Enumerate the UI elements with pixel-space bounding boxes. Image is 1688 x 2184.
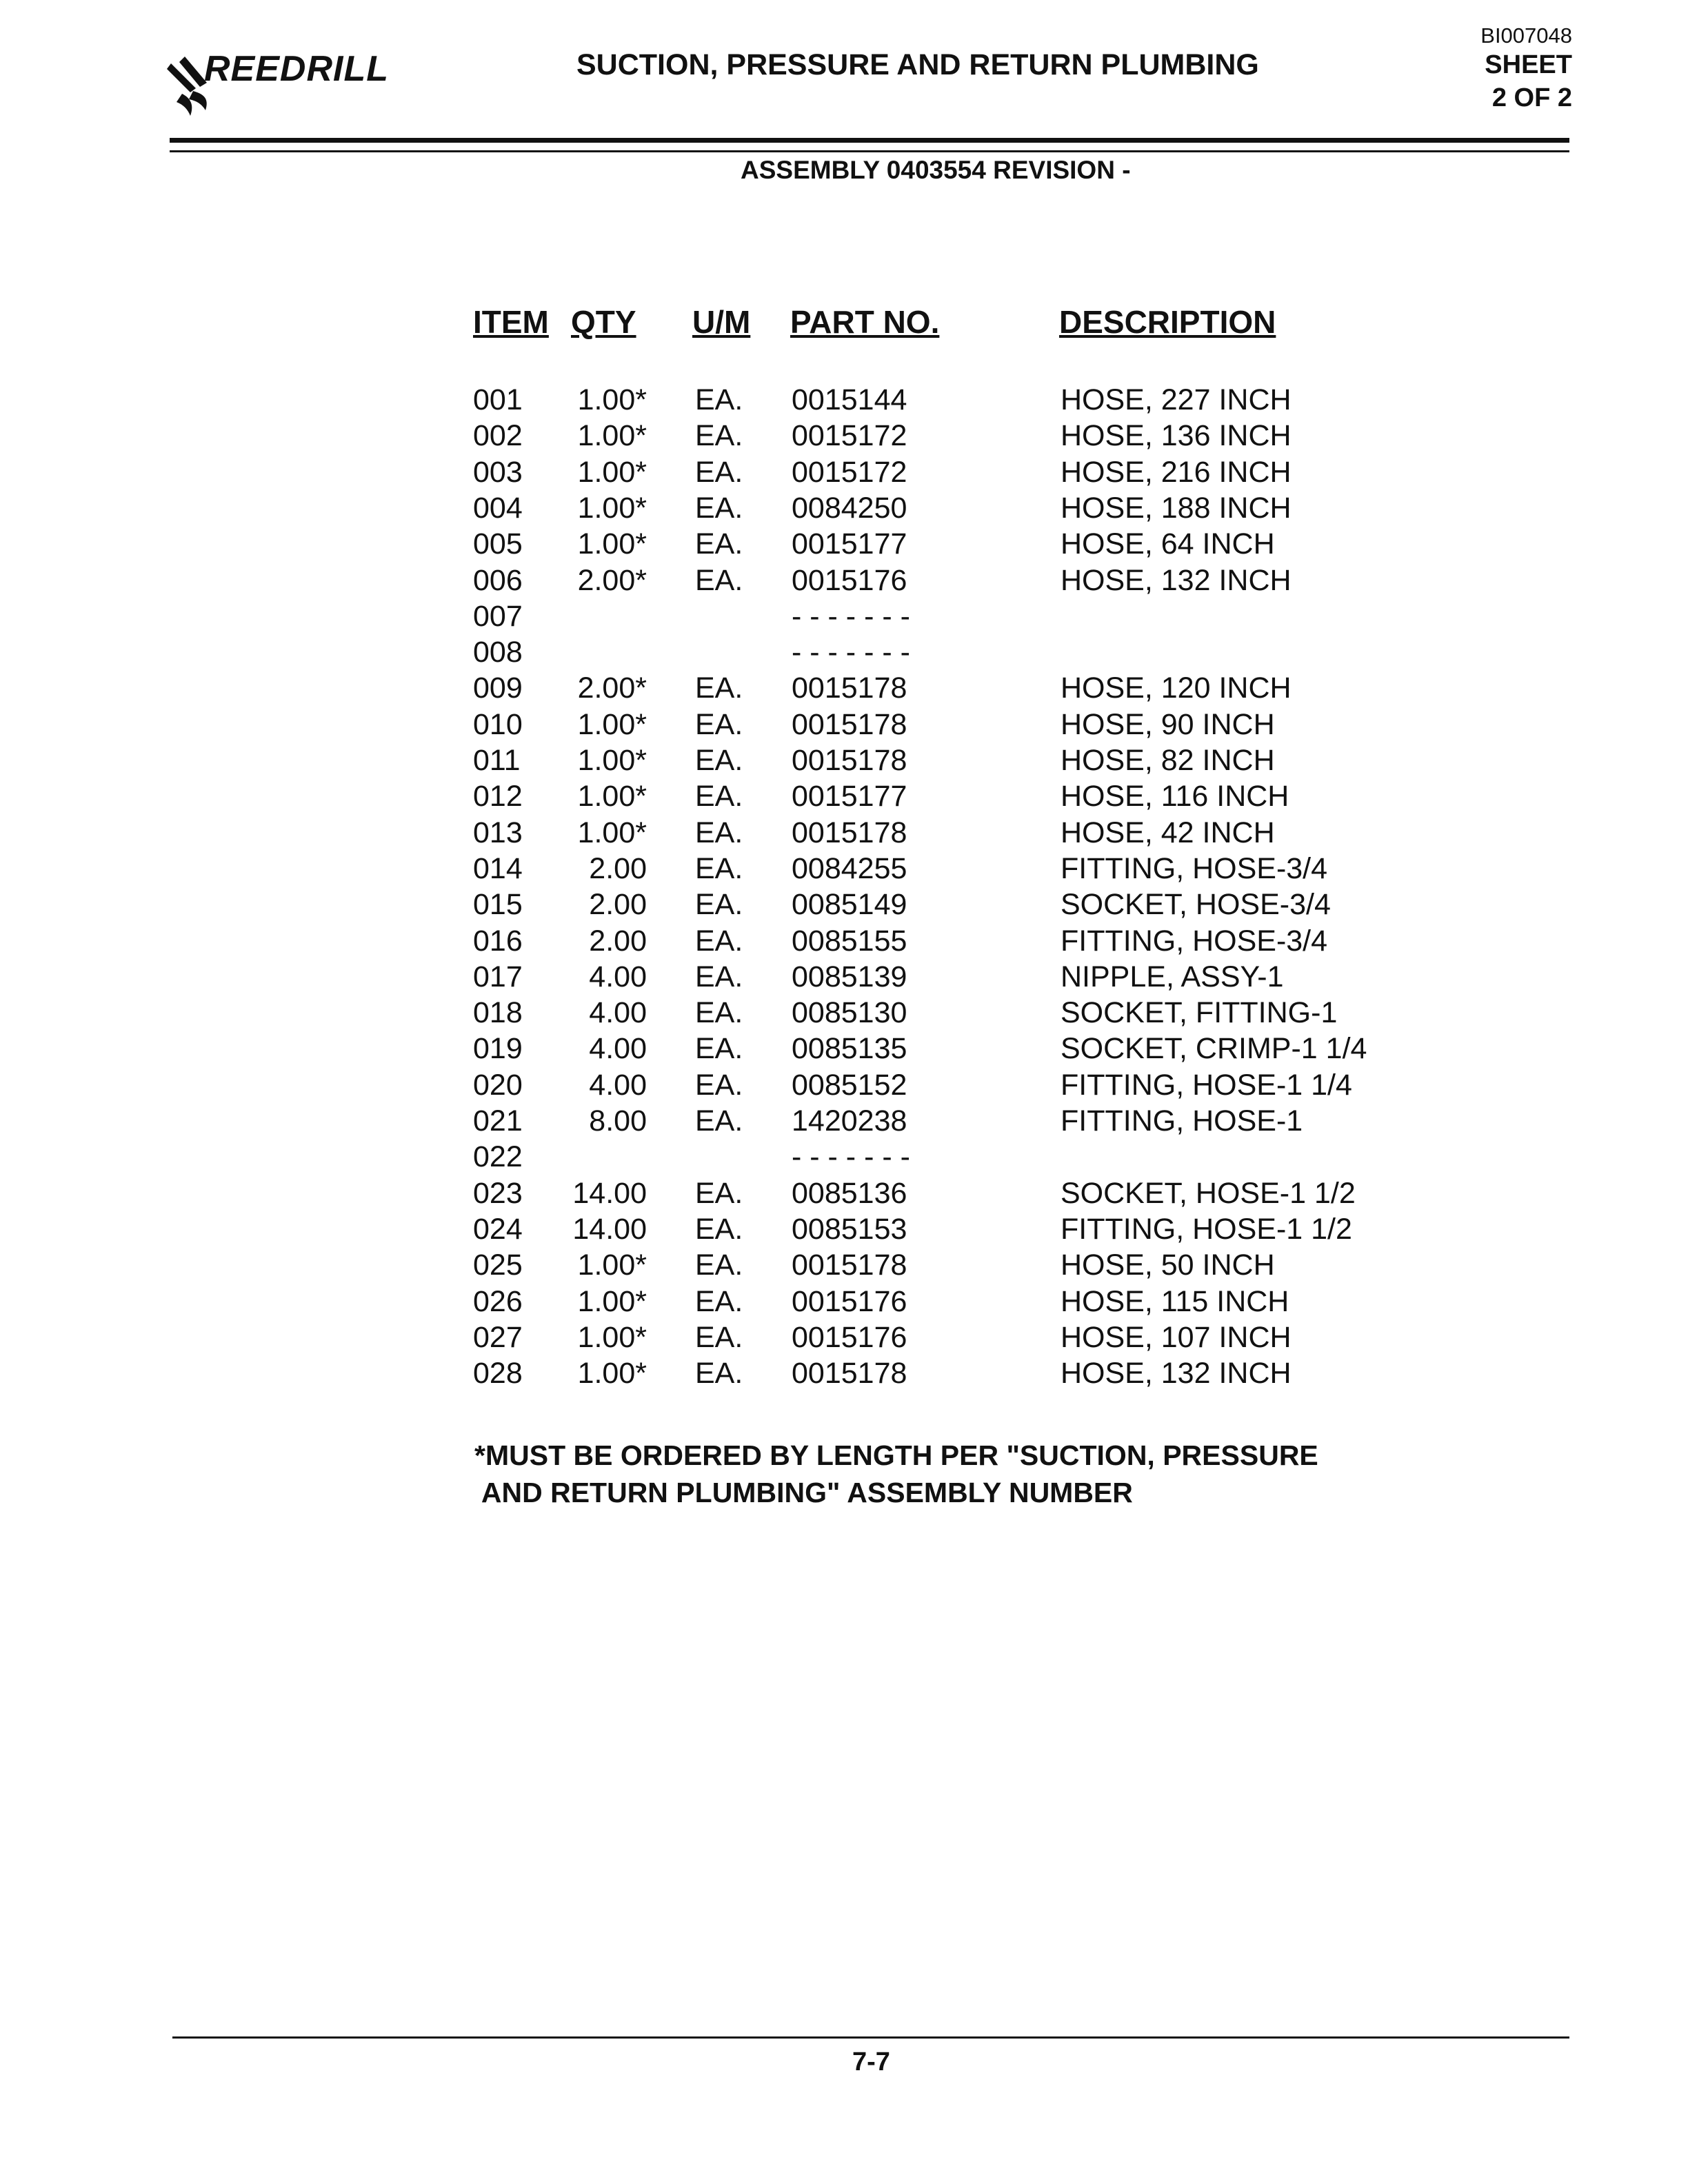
column-header-part-no: PART NO. [790,304,940,340]
part-number-cell: 0015172 [792,419,907,453]
part-number-cell: 0015178 [792,1248,907,1282]
unit-of-measure-cell: EA. [695,383,743,416]
quantity-cell: 8.00 [589,1104,647,1138]
description-cell: FITTING, HOSE-3/4 [1061,924,1328,958]
unit-of-measure-cell: EA. [695,1176,743,1210]
quantity-cell: 2.00* [577,671,647,705]
description-cell: HOSE, 136 INCH [1061,419,1292,453]
part-number-cell: 0015177 [792,527,907,561]
unit-of-measure-cell: EA. [695,527,743,561]
description-cell: HOSE, 120 INCH [1061,671,1292,705]
description-cell: NIPPLE, ASSY-1 [1061,960,1284,993]
description-cell: SOCKET, CRIMP-1 1/4 [1061,1032,1367,1066]
quantity-cell: 4.00 [589,960,647,993]
quantity-cell: 1.00* [577,707,647,741]
unit-of-measure-cell: EA. [695,707,743,741]
part-number-cell: 0015176 [792,563,907,597]
unit-of-measure-cell: EA. [695,671,743,705]
part-number-cell: 0085139 [792,960,907,993]
description-cell: HOSE, 188 INCH [1061,491,1292,525]
item-number-cell: 007 [473,599,523,633]
item-number-cell: 009 [473,671,523,705]
assembly-subtitle: ASSEMBLY 0403554 REVISION - [741,156,1131,184]
ordering-note: *MUST BE ORDERED BY LENGTH PER "SUCTION, PRESSURE AND RETURN PLUMBING" ASSEMBLY NUMBER [474,1439,1318,1508]
unit-of-measure-cell: EA. [695,996,743,1030]
part-number-cell: - - - - - - - [792,636,910,669]
description-cell: HOSE, 42 INCH [1061,816,1275,849]
header-rule-thick [170,138,1569,143]
unit-of-measure-cell: EA. [695,1357,743,1391]
unit-of-measure-cell: EA. [695,1320,743,1354]
quantity-cell: 1.00* [577,455,647,489]
description-cell: HOSE, 227 INCH [1061,383,1292,416]
header-rule-thin [170,150,1569,152]
quantity-cell: 2.00 [589,888,647,922]
footer-rule [172,2036,1569,2039]
item-number-cell: 019 [473,1032,523,1066]
item-number-cell: 008 [473,636,523,669]
part-number-cell: 0015176 [792,1320,907,1354]
item-number-cell: 002 [473,419,523,453]
part-number-cell: 0015178 [792,671,907,705]
item-number-cell: 001 [473,383,523,416]
description-cell: FITTING, HOSE-3/4 [1061,851,1328,885]
unit-of-measure-cell: EA. [695,1068,743,1102]
quantity-cell: 1.00* [577,780,647,813]
item-number-cell: 015 [473,888,523,922]
item-number-cell: 024 [473,1212,523,1246]
unit-of-measure-cell: EA. [695,924,743,958]
part-number-cell: - - - - - - - [792,1140,910,1174]
part-number-cell: - - - - - - - [792,599,910,633]
item-number-cell: 020 [473,1068,523,1102]
part-number-cell: 1420238 [792,1104,907,1138]
unit-of-measure-cell: EA. [695,1032,743,1066]
quantity-cell: 2.00 [589,924,647,958]
unit-of-measure-cell: EA. [695,1284,743,1318]
unit-of-measure-cell: EA. [695,491,743,525]
quantity-cell: 14.00 [572,1176,647,1210]
item-number-cell: 014 [473,851,523,885]
column-header-qty: QTY [571,304,636,340]
item-number-cell: 013 [473,816,523,849]
item-number-cell: 025 [473,1248,523,1282]
part-number-cell: 0085130 [792,996,907,1030]
quantity-cell: 2.00 [589,851,647,885]
item-number-cell: 005 [473,527,523,561]
logo-wordmark: REEDRILL [204,49,389,89]
part-number-cell: 0015176 [792,1284,907,1318]
item-number-cell: 022 [473,1140,523,1174]
item-number-cell: 010 [473,707,523,741]
part-number-cell: 0085135 [792,1032,907,1066]
item-number-cell: 011 [473,744,521,777]
part-number-cell: 0015178 [792,1357,907,1391]
unit-of-measure-cell: EA. [695,563,743,597]
part-number-cell: 0015178 [792,707,907,741]
page-number: 7-7 [852,2048,890,2076]
description-cell: FITTING, HOSE-1 [1061,1104,1303,1138]
part-number-cell: 0085149 [792,888,907,922]
document-title: SUCTION, PRESSURE AND RETURN PLUMBING [576,48,1259,81]
description-cell: SOCKET, HOSE-1 1/2 [1061,1176,1356,1210]
description-cell: HOSE, 116 INCH [1061,780,1289,813]
quantity-cell: 1.00* [577,527,647,561]
quantity-cell: 1.00* [577,744,647,777]
description-cell: FITTING, HOSE-1 1/2 [1061,1212,1352,1246]
quantity-cell: 2.00* [577,563,647,597]
unit-of-measure-cell: EA. [695,455,743,489]
part-number-cell: 0085155 [792,924,907,958]
description-cell: FITTING, HOSE-1 1/4 [1061,1068,1352,1102]
quantity-cell: 4.00 [589,1068,647,1102]
item-number-cell: 027 [473,1320,523,1354]
quantity-cell: 14.00 [572,1212,647,1246]
document-code: BI007048 [1480,23,1572,48]
description-cell: HOSE, 82 INCH [1061,744,1275,777]
unit-of-measure-cell: EA. [695,888,743,922]
part-number-cell: 0015144 [792,383,907,416]
item-number-cell: 006 [473,563,523,597]
description-cell: HOSE, 64 INCH [1061,527,1275,561]
description-cell: HOSE, 90 INCH [1061,707,1275,741]
part-number-cell: 0084255 [792,851,907,885]
item-number-cell: 004 [473,491,523,525]
quantity-cell: 1.00* [577,1248,647,1282]
reedrill-logo [164,43,392,119]
unit-of-measure-cell: EA. [695,1104,743,1138]
description-cell: SOCKET, FITTING-1 [1061,996,1338,1030]
sheet-label: SHEET [1485,50,1572,79]
item-number-cell: 003 [473,455,523,489]
quantity-cell: 1.00* [577,1284,647,1318]
sheet-number: 2 OF 2 [1491,83,1572,112]
unit-of-measure-cell: EA. [695,960,743,993]
quantity-cell: 1.00* [577,1357,647,1391]
column-header-um: U/M [692,304,751,340]
quantity-cell: 1.00* [577,383,647,416]
description-cell: HOSE, 115 INCH [1061,1284,1289,1318]
item-number-cell: 021 [473,1104,523,1138]
column-header-description: DESCRIPTION [1059,304,1276,340]
item-number-cell: 017 [473,960,523,993]
column-header-item: ITEM [473,304,549,340]
description-cell: HOSE, 50 INCH [1061,1248,1275,1282]
description-cell: HOSE, 132 INCH [1061,1357,1292,1391]
quantity-cell: 1.00* [577,491,647,525]
quantity-cell: 1.00* [577,419,647,453]
quantity-cell: 4.00 [589,1032,647,1066]
item-number-cell: 023 [473,1176,523,1210]
description-cell: HOSE, 216 INCH [1061,455,1292,489]
part-number-cell: 0084250 [792,491,907,525]
unit-of-measure-cell: EA. [695,851,743,885]
unit-of-measure-cell: EA. [695,744,743,777]
unit-of-measure-cell: EA. [695,1212,743,1246]
item-number-cell: 028 [473,1357,523,1391]
part-number-cell: 0085152 [792,1068,907,1102]
item-number-cell: 012 [473,780,523,813]
part-number-cell: 0085136 [792,1176,907,1210]
quantity-cell: 1.00* [577,1320,647,1354]
part-number-cell: 0015178 [792,816,907,849]
item-number-cell: 026 [473,1284,523,1318]
unit-of-measure-cell: EA. [695,780,743,813]
description-cell: SOCKET, HOSE-3/4 [1061,888,1331,922]
item-number-cell: 016 [473,924,523,958]
description-cell: HOSE, 132 INCH [1061,563,1292,597]
part-number-cell: 0085153 [792,1212,907,1246]
description-cell: HOSE, 107 INCH [1061,1320,1292,1354]
unit-of-measure-cell: EA. [695,1248,743,1282]
document-id-block [1480,23,1572,114]
part-number-cell: 0015177 [792,780,907,813]
quantity-cell: 4.00 [589,996,647,1030]
part-number-cell: 0015172 [792,455,907,489]
unit-of-measure-cell: EA. [695,419,743,453]
item-number-cell: 018 [473,996,523,1030]
unit-of-measure-cell: EA. [695,816,743,849]
part-number-cell: 0015178 [792,744,907,777]
quantity-cell: 1.00* [577,816,647,849]
